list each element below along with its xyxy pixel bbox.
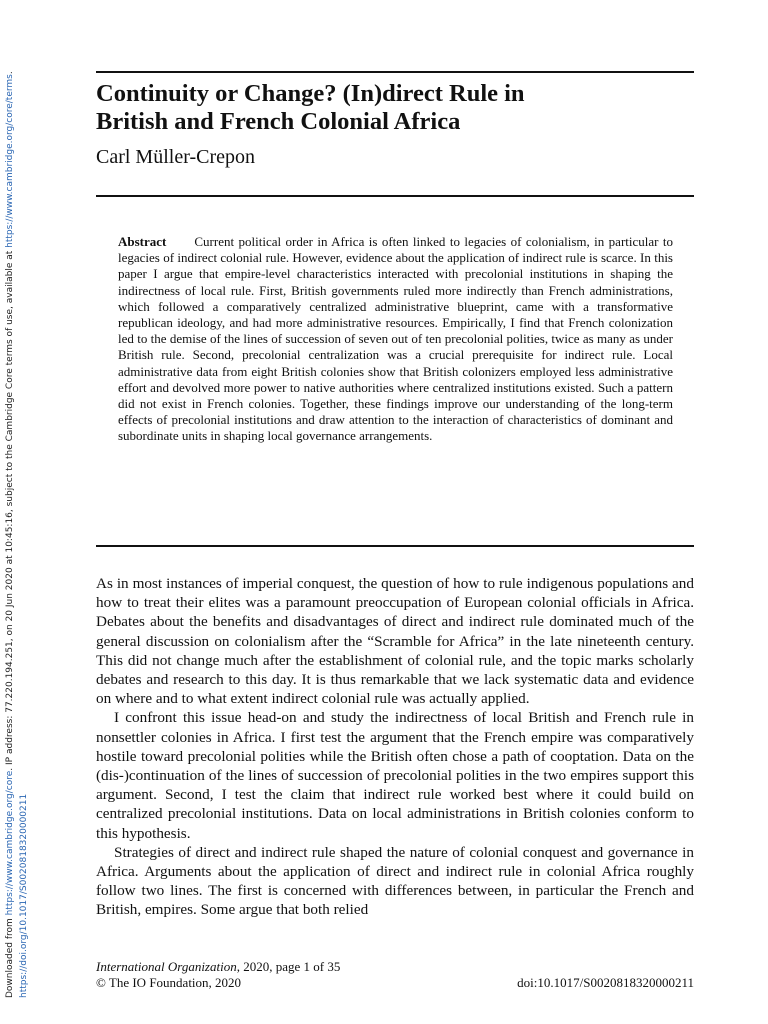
- copyright: © The IO Foundation, 2020: [96, 975, 242, 990]
- article-title: [96, 80, 694, 136]
- doi-link[interactable]: https://doi.org/10.1017/S0020818320000211: [19, 793, 29, 998]
- author-name: Carl Müller-Crepon: [96, 146, 256, 168]
- citation-details: , 2020, page 1 of 35: [236, 959, 341, 974]
- article-body: [96, 574, 694, 920]
- body-paragraph: I confront this issue head-on and study the indirectness of local British and French rule in nonsettler colonies in Africa. I first test the argument that the French empire was comparatively hostile toward precolonial polities while the British often chose a path of cooptation. Data on the (dis-)continuation of the lines of succession of precolonial polities in the two empires support this argument. Second, I test the claim that indirect rule worked best where it could build on centralized precolonial institutions. Data on local administrations in British colonies conform to this hypothesis.: [96, 709, 694, 842]
- abstract-top-rule: [96, 195, 694, 197]
- body-paragraph: As in most instances of imperial conquest, the question of how to rule indigenous populations and how to treat their elites was a paramount preoccupation of European colonial officials in Africa. Debates about the benefits and disadvantages of direct and indirect rule dominated much of the general discussion on colonialism after the “Scramble for Africa” in the late nineteenth century. This did not change much after the establishment of colonial rule, and the topic marks scholarly debates and research to this day. It is thus remarkable that we lack systematic data and evidence on where and to what extent indirect colonial rule was actually applied.: [96, 575, 694, 708]
- abstract-bottom-rule: [96, 545, 694, 547]
- journal-name: International Organization: [96, 959, 237, 974]
- title-line-2: British and French Colonial Africa: [96, 108, 461, 135]
- article-doi: doi:10.1017/S0020818320000211: [517, 975, 694, 990]
- download-notice: [3, 71, 29, 1000]
- abstract-text: Current political order in Africa is often linked to legacies of colonialism, in particular to legacies of indirect colonial rule. However, evidence about the application of indirect rule is scarce. In this paper I argue that empire-level characteristics interacted with precolonial institutions in shaping the indirectness of local rule. First, British governments ruled more indirectly than French administrations, which followed a comparatively centralized administrative blueprint, came with a transformative republican ideology, and had more administrative resources. Empirically, I find that French colonization led to the demise of the lines of succession of seven out of ten precolonial polities, twice as many as under British rule. Second, precolonial centralization was a crucial prerequisite for indirect rule. Local administrative data from eight British colonies show that British colonizers employed less administrative effort and devolved more power to native authorities where centralized institutions existed. Such a pattern did not exist in French colonies. Together, these findings improve our understanding of the long-term effects of precolonial institutions and draw attention to the interaction of characteristics of dominant and subordinate units in shaping local governance arrangements.: [118, 234, 673, 444]
- title-line-1: Continuity or Change? (In)direct Rule in: [96, 80, 525, 107]
- top-rule: [96, 71, 694, 73]
- terms-link[interactable]: https://www.cambridge.org/core/terms: [5, 74, 15, 248]
- journal-citation: [96, 959, 694, 975]
- body-paragraph: Strategies of direct and indirect rule shaped the nature of colonial conquest and governance in Africa. Arguments about the application of direct and indirect rule in colonial Africa roughly follow two lines. The first is concerned with differences between, in particular the French and British, empires. Some argue that both relied: [96, 843, 694, 919]
- cambridge-core-link[interactable]: https://www.cambridge.org/core: [5, 770, 15, 916]
- download-notice-text: [3, 71, 31, 998]
- download-notice-line1: Downloaded from https://www.cambridge.org/core. IP address: 77.220.194.251, on 20 Jun 2020 at 10:45:16, subject to the Cambridge Core terms of use, available at https://www.cambridge.org/core/terms.: [5, 71, 15, 998]
- footer-line: [96, 975, 694, 991]
- abstract-label: Abstract: [118, 234, 167, 249]
- abstract: [118, 234, 673, 445]
